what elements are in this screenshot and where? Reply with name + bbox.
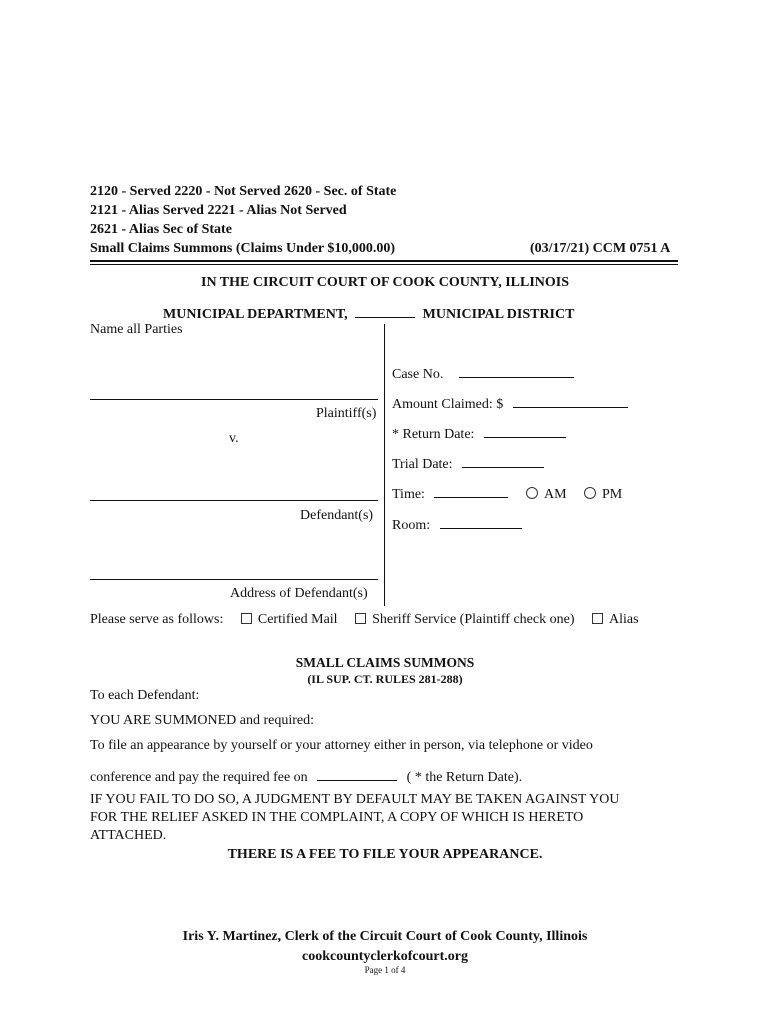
- appearance-date-field[interactable]: [317, 768, 397, 781]
- case-number-field[interactable]: [459, 365, 574, 378]
- sheriff-service-checkbox[interactable]: [355, 613, 366, 624]
- name-all-parties: Name all Parties: [90, 322, 183, 337]
- to-each-defendant: To each Defendant:: [90, 688, 200, 703]
- return-date-note: ( * the Return Date).: [406, 770, 523, 785]
- default-warning-line-3: ATTACHED.: [90, 828, 167, 843]
- versus-label: v.: [229, 431, 239, 446]
- case-number-label: Case No.: [392, 367, 444, 382]
- department-line: [163, 305, 574, 323]
- clerk-name: Iris Y. Martinez, Clerk of the Circuit Court of Cook County, Illinois: [182, 929, 588, 944]
- room-row: [392, 516, 522, 534]
- status-codes-line-3: 2621 - Alias Sec of State: [90, 222, 232, 237]
- certified-mail-checkbox[interactable]: [241, 613, 252, 624]
- defendant-name-field[interactable]: [90, 500, 378, 501]
- defendant-address-label: Address of Defendant(s): [230, 586, 368, 601]
- form-id: (03/17/21) CCM 0751 A: [530, 241, 671, 256]
- conference-row: [90, 768, 522, 786]
- default-warning-line-1: IF YOU FAIL TO DO SO, A JUDGMENT BY DEFAULT MAY BE TAKEN AGAINST YOU: [90, 792, 620, 807]
- summoned-text: YOU ARE SUMMONED and required:: [90, 713, 314, 728]
- time-row: [392, 485, 622, 503]
- department-label: MUNICIPAL DEPARTMENT,: [163, 307, 348, 322]
- trial-date-row: [392, 455, 544, 473]
- header-rule-top: [90, 260, 678, 262]
- fee-notice: THERE IS A FEE TO FILE YOUR APPEARANCE.: [227, 847, 543, 862]
- trial-date-field[interactable]: [462, 455, 544, 468]
- trial-date-label: Trial Date:: [392, 457, 453, 472]
- header-rule-bottom: [90, 264, 678, 265]
- am-radio[interactable]: [526, 487, 538, 499]
- amount-row: [392, 395, 628, 413]
- amount-field[interactable]: [513, 395, 628, 408]
- amount-label: Amount Claimed: $: [392, 397, 504, 412]
- room-label: Room:: [392, 518, 431, 533]
- court-title: IN THE CIRCUIT COURT OF COOK COUNTY, ILLINOIS: [201, 275, 569, 290]
- default-warning-line-2: FOR THE RELIEF ASKED IN THE COMPLAINT, A COPY OF WHICH IS HERETO: [90, 810, 584, 825]
- summons-subtitle: (IL SUP. CT. RULES 281-288): [307, 672, 463, 686]
- time-label: Time:: [392, 487, 425, 502]
- defendant-label: Defendant(s): [300, 508, 374, 523]
- clerk-website: cookcountyclerkofcourt.org: [301, 949, 469, 964]
- plaintiff-name-field[interactable]: [90, 399, 378, 400]
- status-codes-line-2: 2121 - Alias Served 2221 - Alias Not Served: [90, 203, 347, 218]
- return-date-label: * Return Date:: [392, 427, 475, 442]
- district-label: MUNICIPAL DISTRICT: [422, 307, 575, 322]
- service-row: [90, 612, 639, 628]
- page-number: Page 1 of 4: [364, 965, 406, 975]
- status-codes-line-1: 2120 - Served 2220 - Not Served 2620 - Sec. of State: [90, 184, 397, 199]
- form-title: Small Claims Summons (Claims Under $10,000.00): [90, 241, 396, 256]
- pm-radio[interactable]: [584, 487, 596, 499]
- plaintiff-label: Plaintiff(s): [316, 406, 377, 421]
- column-divider: [384, 324, 385, 606]
- summons-title: SMALL CLAIMS SUMMONS: [295, 655, 475, 670]
- sheriff-service-label: Sheriff Service (Plaintiff check one): [372, 612, 575, 627]
- defendant-address-field[interactable]: [90, 579, 378, 580]
- alias-label: Alias: [608, 612, 639, 627]
- time-field[interactable]: [434, 485, 508, 498]
- district-number-field[interactable]: [355, 305, 415, 318]
- return-date-field[interactable]: [484, 425, 566, 438]
- am-label: AM: [543, 487, 567, 502]
- return-date-row: [392, 425, 566, 443]
- case-number-row: [392, 365, 574, 383]
- conference-text: conference and pay the required fee on: [90, 770, 308, 785]
- service-label: Please serve as follows:: [90, 612, 224, 627]
- certified-mail-label: Certified Mail: [257, 612, 338, 627]
- room-field[interactable]: [440, 516, 522, 529]
- alias-checkbox[interactable]: [592, 613, 603, 624]
- pm-label: PM: [602, 487, 623, 502]
- appearance-text: To file an appearance by yourself or your attorney either in person, via telephone or video: [90, 738, 593, 753]
